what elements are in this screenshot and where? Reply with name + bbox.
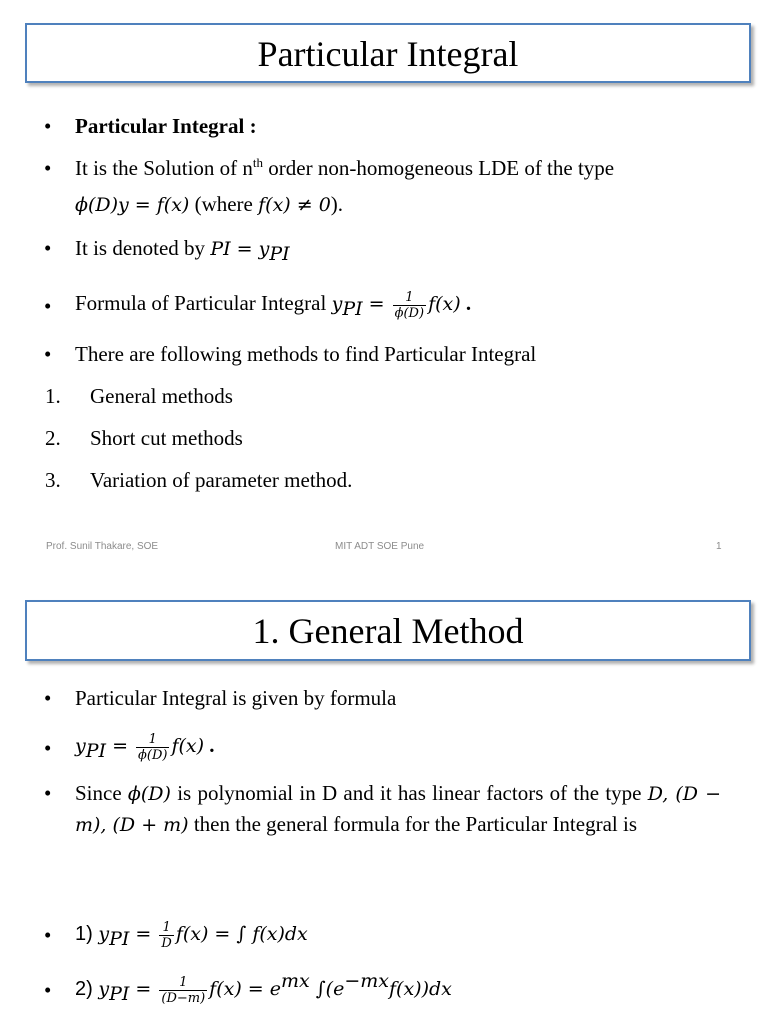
- slide-2: [0, 577, 768, 1024]
- bullet: •: [44, 342, 52, 366]
- list-number: 1.: [45, 384, 61, 408]
- bullet: •: [44, 978, 52, 1002]
- definition-line-1: It is the Solution of $n^{th}$ order non-homogeneous LDE of the type: [75, 155, 615, 180]
- methods-intro: There are following methods to find Particular Integral: [75, 342, 537, 366]
- notation-line: It is denoted by PI = $y_{PI}$: [75, 236, 290, 266]
- definition-line-2: ϕ(D)y = f(x) (where f(x) ≠ 0).: [75, 192, 344, 216]
- bullet: •: [44, 236, 52, 260]
- explanation-paragraph: Since ϕ(D) is polynomial in D and it has linear factors of the type D, (D − m), (D + m) then the general formula for the Particular Integral is: [75, 781, 721, 836]
- slide-title: 1. General Method: [25, 600, 751, 661]
- formula-intro: Particular Integral is given by formula: [75, 686, 397, 710]
- formula-1: 1) $y_{PI}$ = $\frac{1}{D}$ f(x) = ∫ f(x)dx: [75, 919, 308, 951]
- footer-page-number: 1: [716, 541, 722, 552]
- list-number: 2.: [45, 426, 61, 450]
- formula-line: Formula of Particular Integral $y_{PI}$ = $\frac{1}{\phi(D)}$ f(x) .: [75, 289, 472, 321]
- fraction: $\frac{1}{\phi(D)}$: [394, 289, 425, 321]
- bullet-heading: Particular Integral :: [75, 114, 257, 138]
- list-number: 3.: [45, 468, 61, 492]
- bullet: •: [44, 923, 52, 947]
- list-item: General methods: [90, 384, 233, 408]
- formula-line: $y_{PI}$ = $\frac{1}{\phi(D)}$ f(x) .: [75, 731, 215, 763]
- bullet: •: [44, 294, 52, 318]
- fraction: $\frac{1}{D}$: [161, 919, 172, 951]
- footer-author: Prof. Sunil Thakare, SOE: [46, 541, 159, 552]
- bullet: •: [44, 156, 52, 180]
- footer-institution: MIT ADT SOE Pune: [335, 541, 425, 552]
- bullet: •: [44, 114, 52, 138]
- bullet: •: [44, 781, 52, 805]
- formula-2: 2) $y_{PI}$ = $\frac{1}{(D-m)}$ $f(x) = e^{mx}$ $\int(e^{-mx}f(x))dx$: [75, 970, 452, 1006]
- bullet: •: [44, 686, 52, 710]
- slide-title: Particular Integral: [25, 23, 751, 83]
- fraction: $\frac{1}{\phi(D)}$: [138, 731, 168, 763]
- fraction: $\frac{1}{(D-m)}$: [161, 974, 206, 1006]
- list-item: Variation of parameter method.: [90, 468, 353, 492]
- bullet: •: [44, 736, 52, 760]
- list-item: Short cut methods: [90, 426, 243, 450]
